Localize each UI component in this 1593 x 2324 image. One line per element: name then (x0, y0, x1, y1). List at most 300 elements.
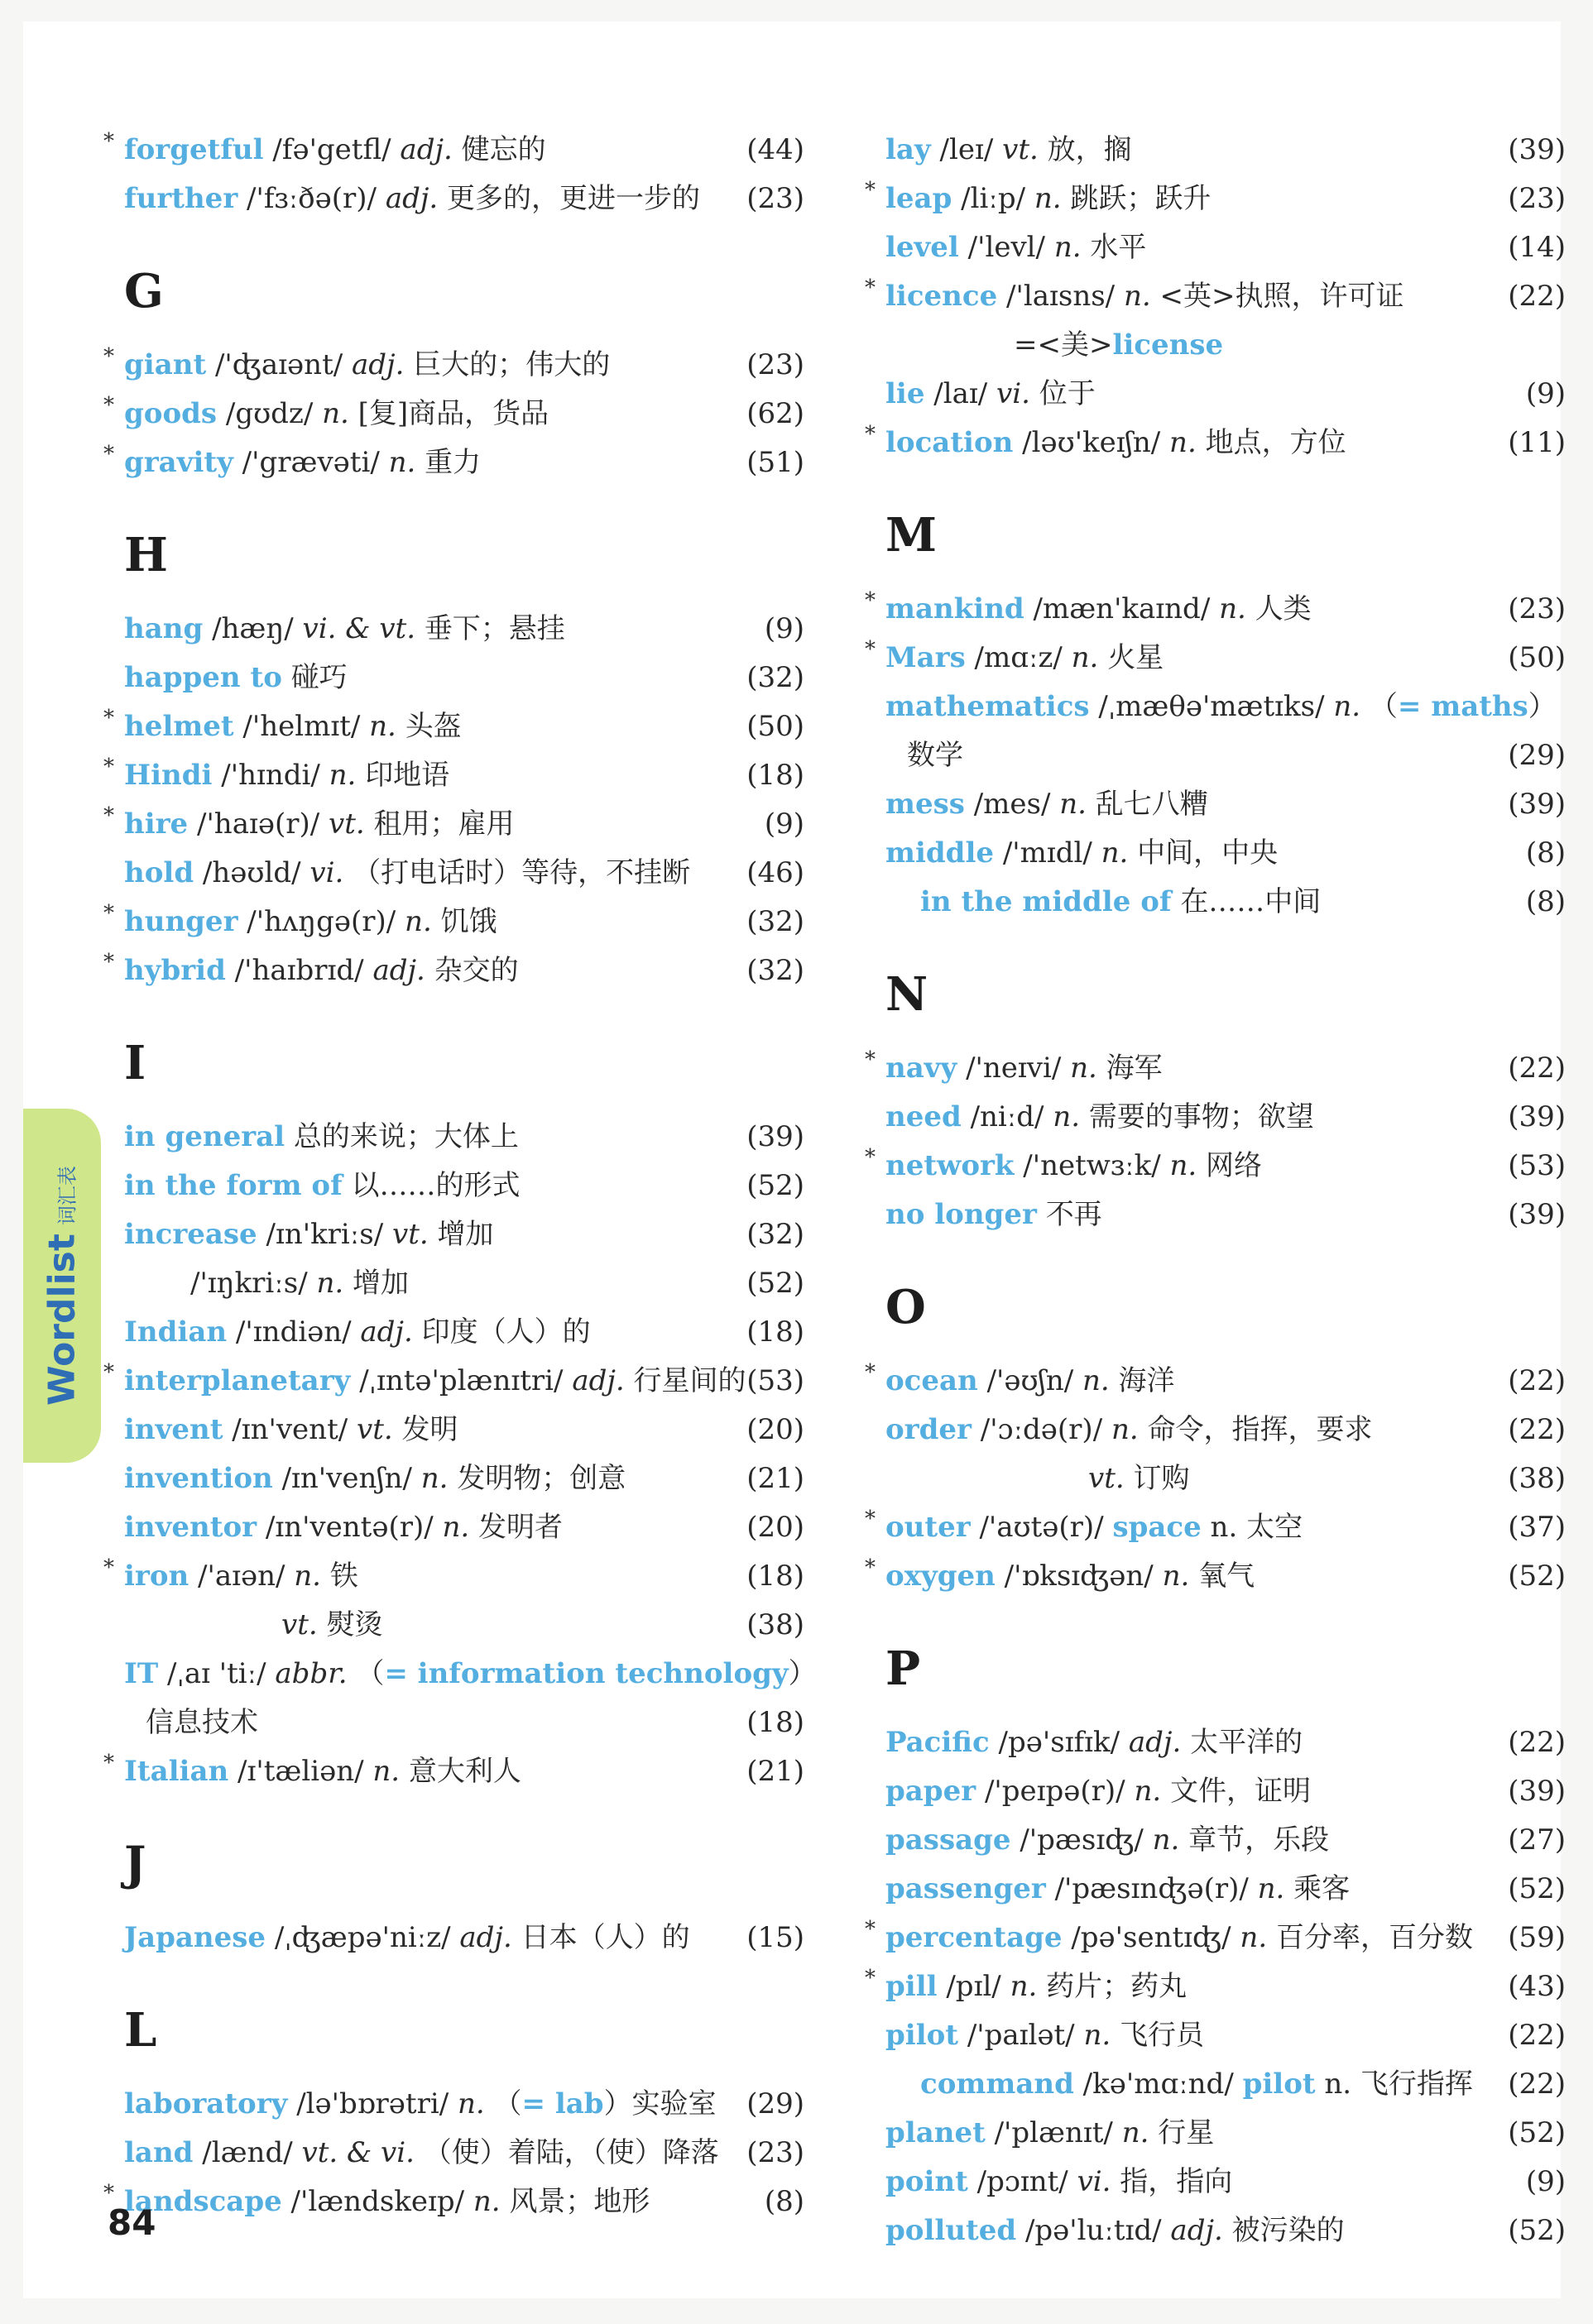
entry-continuation (124, 1699, 804, 1747)
page-reference: (51) (746, 446, 804, 479)
phonetic: /'ɒksɪʤən/ (1004, 1560, 1154, 1593)
definition: 头盔 (405, 710, 462, 743)
section-letter: M (885, 508, 937, 563)
definition: 行星 (1158, 2116, 1215, 2149)
section-letter: O (885, 1280, 926, 1335)
core-word-star-icon: * (865, 1360, 876, 1385)
page-reference: (39) (1508, 788, 1566, 821)
page-reference: (52) (1508, 1560, 1566, 1593)
headword: gravity (124, 446, 233, 479)
definition: （使）着陆，（使）降落 (423, 2136, 719, 2169)
phonetic: /'ɪŋkriːs/ (190, 1267, 308, 1300)
word-entry (885, 2011, 1566, 2060)
word-entry (103, 1747, 804, 1796)
page-reference: (20) (746, 1413, 804, 1446)
cross-reference-term: = lab (521, 2087, 604, 2120)
definition: =<美>license (1014, 328, 1224, 362)
definition: 海军 (1106, 1052, 1163, 1085)
phonetic: /ləʊ'keɪʃn/ (1022, 426, 1161, 459)
phonetic: /'levl/ (967, 231, 1046, 264)
part-of-speech: vt. (357, 1413, 393, 1446)
definition: 行星间的 (633, 1364, 746, 1397)
definition: 乘客 (1293, 1872, 1351, 1905)
word-entry (865, 175, 1566, 223)
phonetic: /mæn'kaɪnd/ (1033, 592, 1211, 625)
page-reference: (18) (746, 1315, 804, 1349)
word-entry (885, 1865, 1566, 1914)
headword: in the form of (124, 1169, 343, 1202)
part-of-speech: n. (322, 397, 349, 430)
core-word-star-icon: * (103, 2181, 114, 2206)
page-reference: (15) (746, 1921, 804, 1954)
page-reference: (22) (1508, 1052, 1566, 1085)
page-reference: (53) (746, 1364, 804, 1397)
word-entry (103, 946, 804, 995)
definition: 健忘的 (461, 133, 546, 166)
word-entry (103, 751, 804, 800)
word-entry (865, 1914, 1566, 1962)
headword: mess (885, 788, 965, 821)
page-reference: (46) (746, 856, 804, 889)
phonetic: /'neɪvi/ (966, 1052, 1062, 1085)
phonetic: /'aʊtə(r)/ (979, 1511, 1104, 1544)
word-entry (124, 1650, 817, 1699)
side-tab-label (41, 1166, 84, 1406)
definition: 氧气 (1198, 1560, 1255, 1593)
definition: 人类 (1255, 592, 1312, 625)
word-entry (124, 1454, 804, 1503)
phonetic: /'aɪən/ (198, 1560, 285, 1593)
headword: goods (124, 397, 218, 430)
headword: order (885, 1413, 972, 1446)
word-entry (124, 1113, 804, 1162)
part-of-speech: n. (420, 1462, 449, 1495)
phonetic: /'grævəti/ (242, 446, 380, 479)
headword: in general (124, 1120, 285, 1153)
phonetic: /'əʊʃn/ (986, 1364, 1074, 1397)
phonetic: /lænd/ (202, 2136, 293, 2169)
headword: iron (124, 1560, 190, 1593)
word-entry (885, 223, 1566, 272)
definition: 太平洋的 (1190, 1726, 1303, 1759)
part-of-speech: n. (1059, 788, 1087, 821)
word-entry (103, 1357, 804, 1406)
cross-reference-term: = information technology (384, 1657, 789, 1690)
part-of-speech: adj. (1128, 1726, 1182, 1759)
part-of-speech: n. (1071, 641, 1099, 674)
page-reference: (29) (746, 2087, 804, 2120)
word-entry (865, 272, 1566, 321)
definition: 百分率，百分数 (1275, 1921, 1473, 1954)
definition: 增加 (353, 1267, 410, 1300)
word-entry (124, 605, 804, 654)
part-of-speech: n. (1034, 182, 1062, 215)
page-reference: (18) (746, 759, 804, 792)
headword: Pacific (885, 1726, 990, 1759)
definition: [复]商品，货品 (357, 397, 549, 430)
page-reference: (11) (1508, 426, 1566, 459)
phonetic: /pə'luːtɪd/ (1024, 2214, 1162, 2247)
entry-continuation (885, 1454, 1566, 1503)
core-word-star-icon: * (103, 1360, 114, 1385)
phonetic: /'pæsɪʤ/ (1020, 1823, 1144, 1857)
part-of-speech: n. (1082, 1364, 1110, 1397)
page-reference: (22) (1508, 1413, 1566, 1446)
phonetic: /ˌɪntə'plænɪtri/ (359, 1364, 564, 1397)
phonetic: /'haɪbrɪd/ (234, 954, 364, 987)
page-reference: (44) (746, 133, 804, 166)
section-letter: L (124, 2003, 157, 2058)
core-word-star-icon: * (103, 1555, 114, 1580)
definition: （打电话时）等待，不挂断 (353, 856, 691, 889)
headword: middle (885, 836, 994, 870)
page-reference: (8) (764, 2185, 804, 2218)
definition: 重力 (425, 446, 482, 479)
definition: 火星 (1107, 641, 1164, 674)
word-entry (124, 1914, 804, 1962)
phonetic: /'helmɪt/ (242, 710, 361, 743)
cross-reference-term: license (1112, 328, 1224, 362)
phonetic: /pə'sɪfɪk/ (998, 1726, 1120, 1759)
part-of-speech: vi. (996, 377, 1030, 410)
part-of-speech: n. (1101, 836, 1129, 870)
word-entry (865, 1142, 1566, 1191)
word-entry (885, 829, 1566, 878)
part-of-speech: adj. (360, 1315, 413, 1349)
headword: giant (124, 348, 207, 381)
headword: mankind (885, 592, 1024, 625)
word-entry (103, 800, 804, 849)
definition: 信息技术 (146, 1706, 258, 1739)
phonetic: /ˌaɪ 'tiː/ (167, 1657, 266, 1690)
part-of-speech: n. (1010, 1970, 1038, 2003)
phonetic: /liːp/ (961, 182, 1026, 215)
word-entry (103, 390, 804, 438)
part-of-speech: n. (1333, 690, 1361, 723)
core-word-star-icon: * (103, 706, 114, 731)
phonetic: /'peɪpə(r)/ (984, 1775, 1125, 1808)
entry-continuation (885, 731, 1566, 780)
page-reference: (22) (1508, 2019, 1566, 2052)
word-entry (124, 654, 804, 702)
phonetic: /laɪ/ (933, 377, 988, 410)
core-word-star-icon: * (103, 950, 114, 975)
phonetic: /mes/ (973, 788, 1051, 821)
word-entry (103, 898, 804, 946)
page-reference: (37) (1508, 1511, 1566, 1544)
phonetic: /lə'bɒrətri/ (296, 2087, 449, 2120)
part-of-speech: vi. & vt. (302, 612, 415, 645)
definition: 发明物；创意 (457, 1462, 626, 1495)
page-reference: (22) (1508, 280, 1566, 313)
core-word-star-icon: * (865, 422, 876, 447)
core-word-star-icon: * (103, 901, 114, 926)
core-word-star-icon: * (103, 1751, 114, 1775)
word-entry (885, 2207, 1566, 2255)
definition: 饥饿 (440, 905, 497, 938)
word-entry (885, 2109, 1566, 2158)
word-entry (103, 438, 804, 487)
definition: 数学 (907, 739, 963, 772)
phonetic: /niːd/ (970, 1100, 1044, 1133)
part-of-speech: n. (457, 2087, 485, 2120)
definition: 租用；雇用 (373, 807, 515, 841)
phonetic: /'lændskeɪp/ (290, 2185, 465, 2218)
phonetic: /'plænɪt/ (994, 2116, 1113, 2149)
headword: forgetful (124, 133, 264, 166)
page-reference: (21) (746, 1462, 804, 1495)
phonetic: /fə'getfl/ (272, 133, 391, 166)
word-entry (865, 1503, 1566, 1552)
word-entry (124, 1162, 804, 1210)
part-of-speech: n. (1169, 426, 1197, 459)
right-column (865, 126, 1566, 2255)
page-reference: (39) (1508, 1775, 1566, 1808)
core-word-star-icon: * (865, 1507, 876, 1531)
definition: 以……的形式 (351, 1169, 521, 1202)
entry-continuation (885, 2060, 1566, 2109)
word-entry (103, 126, 804, 175)
word-entry (103, 1552, 804, 1601)
headword: inventor (124, 1511, 257, 1544)
phonetic: /ɪn'venʃn/ (281, 1462, 412, 1495)
part-of-speech: n. (1257, 1872, 1285, 1905)
headword: need (885, 1100, 962, 1133)
side-tab-sub-label: 词汇表 (55, 1166, 79, 1226)
section-letter: N (885, 967, 928, 1022)
definition: 水平 (1090, 231, 1147, 264)
word-entry (865, 1552, 1566, 1601)
headword: outer (885, 1511, 971, 1544)
headword: polluted (885, 2214, 1017, 2247)
headword: lie (885, 377, 925, 410)
entry-continuation (885, 878, 1566, 927)
page-reference: (62) (746, 397, 804, 430)
definition: 被污染的 (1231, 2214, 1345, 2247)
headword: Hindi (124, 759, 213, 792)
headword: further (124, 182, 238, 215)
part-of-speech: adj. (385, 182, 439, 215)
page-reference: (50) (1508, 641, 1566, 674)
word-entry (124, 1503, 804, 1552)
phonetic: /'pæsɪnʤə(r)/ (1054, 1872, 1249, 1905)
headword: location (885, 426, 1014, 459)
part-of-speech: n. (1219, 592, 1246, 625)
headword: percentage (885, 1921, 1063, 1954)
word-entry (865, 419, 1566, 467)
part-of-speech: n. (388, 446, 416, 479)
word-entry (865, 1044, 1566, 1093)
word-entry (885, 1718, 1566, 1767)
section-letter: H (124, 528, 168, 582)
phonetic: /'mɪdl/ (1002, 836, 1092, 870)
part-of-speech: vt. (391, 1218, 429, 1251)
definition: 风景；地形 (509, 2185, 650, 2218)
entry-continuation (885, 321, 1566, 370)
headword: hang (124, 612, 204, 645)
word-entry (865, 1962, 1566, 2011)
definition: （= lab）实验室 (493, 2087, 717, 2120)
part-of-speech: n. (294, 1560, 321, 1593)
section-letter: G (124, 264, 164, 319)
phonetic: /ɪn'vent/ (232, 1413, 348, 1446)
definition: 增加 (437, 1218, 494, 1251)
headword: pill (885, 1970, 938, 2003)
headword: hire (124, 807, 189, 841)
core-word-star-icon: * (865, 637, 876, 662)
core-word-star-icon: * (865, 1047, 876, 1072)
phonetic: /'paɪlət/ (967, 2019, 1075, 2052)
wordlist-side-tab (23, 1109, 101, 1463)
headword: licence (885, 280, 998, 313)
definition: （= information technology） (356, 1657, 817, 1690)
page-reference: (32) (746, 1218, 804, 1251)
part-of-speech: n. (329, 759, 357, 792)
page-reference: (39) (1508, 133, 1566, 166)
part-of-speech: vt. (1088, 1462, 1125, 1495)
definition: 熨烫 (326, 1608, 383, 1641)
core-word-star-icon: * (103, 803, 114, 828)
page-reference: (52) (1508, 2116, 1566, 2149)
section-letter: I (124, 1036, 146, 1090)
word-entry (865, 634, 1566, 683)
phonetic: /leɪ/ (939, 133, 994, 166)
headword: oxygen (885, 1560, 996, 1593)
definition: 文件，证明 (1169, 1775, 1311, 1808)
definition: 发明者 (478, 1511, 564, 1544)
phonetic: /'ɪndiən/ (235, 1315, 352, 1349)
headword: Italian (124, 1755, 229, 1788)
cross-reference-term: pilot (1242, 2068, 1316, 2101)
phonetic: /'haɪə(r)/ (197, 807, 320, 841)
word-entry (885, 2158, 1566, 2207)
phonetic: /kə'mɑːnd/ (1082, 2068, 1234, 2101)
headword: land (124, 2136, 194, 2169)
page-reference: (38) (1508, 1462, 1566, 1495)
core-word-star-icon: * (865, 1966, 876, 1991)
definition: 地点，方位 (1205, 426, 1346, 459)
word-entry (124, 1308, 804, 1357)
core-word-star-icon: * (865, 1555, 876, 1580)
definition: space n. 太空 (1112, 1511, 1303, 1544)
part-of-speech: n. (1162, 1560, 1190, 1593)
headword: increase (124, 1218, 257, 1251)
page-reference: (23) (1508, 182, 1566, 215)
part-of-speech: n. (372, 1755, 401, 1788)
headword: landscape (124, 2185, 282, 2218)
word-entry (124, 1406, 804, 1454)
entry-continuation (124, 1601, 804, 1650)
word-entry (885, 1093, 1566, 1142)
definition: 巨大的；伟大的 (413, 348, 611, 381)
page-reference: (38) (746, 1608, 804, 1641)
section-letter: P (885, 1641, 921, 1696)
part-of-speech: n. (1053, 231, 1082, 264)
definition: 海洋 (1118, 1364, 1175, 1397)
word-entry (865, 1357, 1566, 1406)
definition: 杂交的 (434, 954, 519, 987)
page-reference: (21) (746, 1755, 804, 1788)
phonetic: /mɑːz/ (974, 641, 1063, 674)
phonetic: /'laɪsns/ (1006, 280, 1116, 313)
page-reference: (32) (746, 661, 804, 694)
page-reference: (23) (1508, 592, 1566, 625)
definition: 印度（人）的 (421, 1315, 591, 1349)
headword: Mars (885, 641, 966, 674)
page-reference: (22) (1508, 1364, 1566, 1397)
headword: helmet (124, 710, 234, 743)
core-word-star-icon: * (103, 393, 114, 418)
phonetic: /ˌʤæpə'niːz/ (274, 1921, 451, 1954)
headword: planet (885, 2116, 986, 2149)
page-reference: (59) (1508, 1921, 1566, 1954)
word-entry (124, 175, 804, 223)
word-entry (124, 2129, 804, 2178)
definition: 总的来说；大体上 (293, 1120, 519, 1153)
headword: passage (885, 1823, 1011, 1857)
core-word-star-icon: * (103, 755, 114, 779)
definition: 命令，指挥，要求 (1147, 1413, 1373, 1446)
page-reference: (53) (1508, 1149, 1566, 1182)
definition: 章节，乐段 (1188, 1823, 1330, 1857)
part-of-speech: adj. (352, 348, 405, 381)
definition: 更多的，更进一步的 (447, 182, 701, 215)
headword: hybrid (124, 954, 226, 987)
headword: interplanetary (124, 1364, 351, 1397)
definition: 需要的事物；欲望 (1088, 1100, 1314, 1133)
section-letter: J (124, 1837, 146, 1891)
definition: pilot n. 飞行指挥 (1242, 2068, 1473, 2101)
definition: （= maths） (1369, 690, 1557, 723)
definition: 指，指向 (1120, 2165, 1233, 2198)
definition: 发明 (401, 1413, 458, 1446)
phonetic: /ɪn'kriːs/ (266, 1218, 384, 1251)
headword: paper (885, 1775, 976, 1808)
part-of-speech: n. (1123, 280, 1151, 313)
page-reference: (39) (1508, 1198, 1566, 1231)
word-entry (885, 1767, 1566, 1816)
definition: 中间，中央 (1137, 836, 1279, 870)
definition: 在……中间 (1180, 885, 1322, 918)
cross-reference-term: = maths (1397, 690, 1528, 723)
headword: Indian (124, 1315, 228, 1349)
definition: <英>执照，许可证 (1159, 280, 1404, 313)
phonetic: /həʊld/ (202, 856, 301, 889)
page-reference: (29) (1508, 739, 1566, 772)
part-of-speech: vi. (1077, 2165, 1111, 2198)
headword: no longer (885, 1198, 1037, 1231)
headword: ocean (885, 1364, 978, 1397)
word-entry (885, 1816, 1566, 1865)
headword: in the middle of (920, 885, 1172, 918)
page-reference: (18) (746, 1706, 804, 1739)
page-reference: (52) (1508, 1872, 1566, 1905)
part-of-speech: adj. (459, 1921, 512, 1954)
phonetic: /pɔɪnt/ (976, 2165, 1068, 2198)
part-of-speech: vt. (1002, 133, 1039, 166)
headword: point (885, 2165, 968, 2198)
headword: invent (124, 1413, 223, 1446)
part-of-speech: n. (473, 2185, 501, 2218)
definition: 飞行员 (1119, 2019, 1204, 2052)
page-reference: (20) (746, 1511, 804, 1544)
definition: 跳跃；跃升 (1070, 182, 1212, 215)
part-of-speech: n. (405, 905, 432, 938)
phonetic: /'fɜːðə(r)/ (247, 182, 377, 215)
page-reference: (52) (746, 1267, 804, 1300)
definition: 放，搁 (1047, 133, 1132, 166)
part-of-speech: n. (1070, 1052, 1097, 1085)
